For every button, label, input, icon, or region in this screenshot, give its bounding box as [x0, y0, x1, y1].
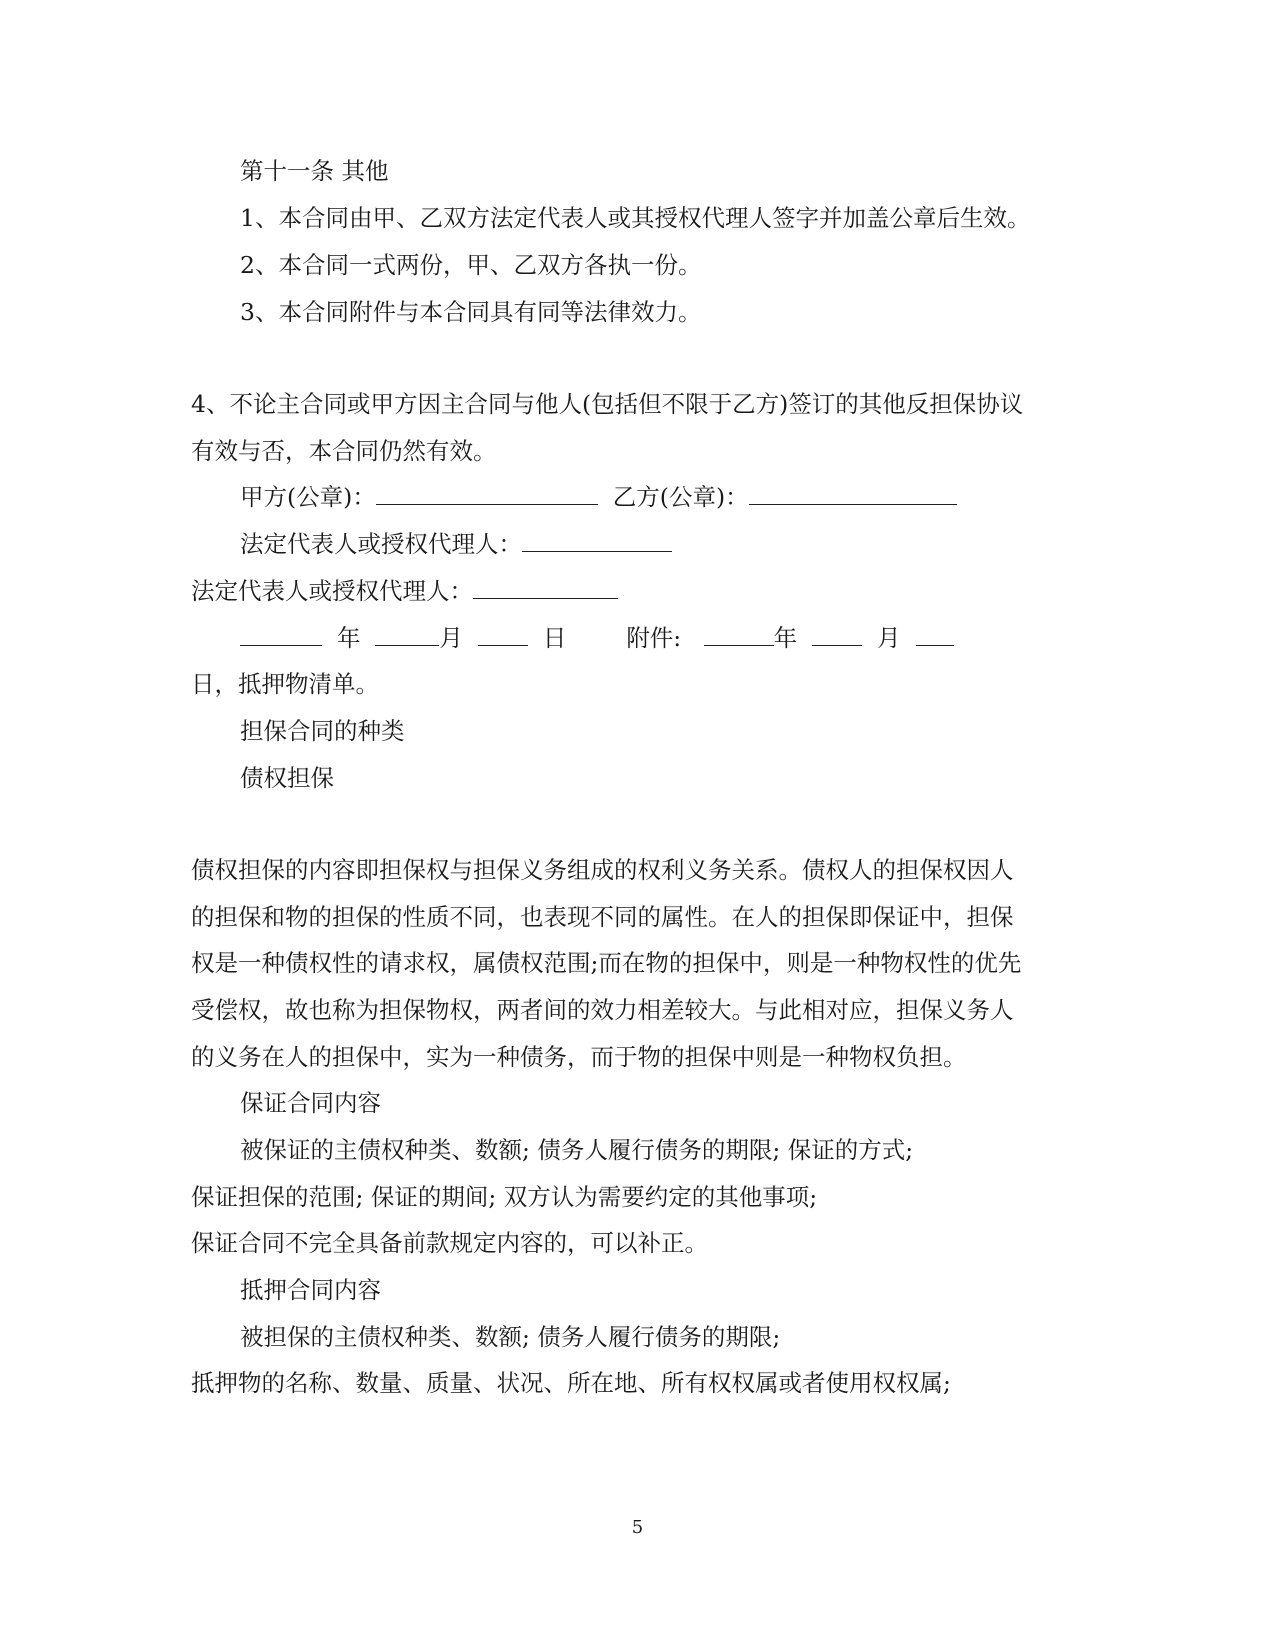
guarantee-item-3: 保证合同不完全具备前款规定内容的，可以补正。	[191, 1229, 708, 1257]
month-label: 月	[439, 624, 463, 652]
representative-a-label: 法定代表人或授权代理人：	[240, 530, 522, 558]
representative-a-blank	[522, 529, 672, 552]
month-blank	[375, 623, 439, 646]
representative-b-label: 法定代表人或授权代理人：	[191, 577, 473, 605]
attachment-day-blank	[916, 623, 954, 646]
section-heading-guarantee-contract: 保证合同内容	[240, 1089, 381, 1117]
paragraph-line-4: 受偿权，故也称为担保物权，两者间的效力相差较大。与此相对应，担保义务人	[191, 996, 1014, 1024]
section-heading-types: 担保合同的种类	[240, 717, 405, 745]
signature-parties-line	[240, 482, 957, 512]
attachment-month-label: 月	[877, 624, 901, 652]
day-label: 日	[542, 624, 567, 652]
representative-b-line	[191, 576, 618, 606]
section-heading-mortgage-contract: 抵押合同内容	[240, 1276, 381, 1304]
attachment-year-blank	[704, 623, 774, 646]
section-heading-creditor-guarantee: 债权担保	[240, 764, 334, 792]
clause-4-line-2: 有效与否，本合同仍然有效。	[191, 437, 497, 465]
attachment-continuation: 日，抵押物清单。	[191, 670, 379, 698]
representative-a-line	[240, 529, 672, 559]
clause-4-line-1: 4、不论主合同或甲方因主合同与他人(包括但不限于乙方)签订的其他反担保协议	[191, 390, 1024, 418]
page-number: 5	[631, 1517, 644, 1538]
clause-3: 3、本合同附件与本合同具有同等法律效力。	[240, 298, 702, 326]
guarantee-item-2: 保证担保的范围; 保证的期间; 双方认为需要约定的其他事项;	[191, 1183, 818, 1211]
party-b-label: 乙方(公章)：	[612, 483, 749, 511]
guarantee-item-1: 被保证的主债权种类、数额; 债务人履行债务的期限; 保证的方式;	[240, 1136, 914, 1164]
clause-2: 2、本合同一式两份，甲、乙双方各执一份。	[240, 251, 702, 279]
paragraph-line-5: 的义务在人的担保中，实为一种债务，而于物的担保中则是一种物权负担。	[191, 1043, 967, 1071]
day-blank	[478, 623, 528, 646]
article-heading: 第十一条 其他	[240, 157, 389, 185]
paragraph-line-2: 的担保和物的担保的性质不同，也表现不同的属性。在人的担保即保证中，担保	[191, 903, 1014, 931]
date-line	[240, 623, 954, 653]
party-a-blank	[376, 482, 598, 505]
representative-b-blank	[473, 576, 618, 599]
year-blank	[240, 623, 322, 646]
paragraph-line-1: 债权担保的内容即担保权与担保义务组成的权利义务关系。债权人的担保权因人	[191, 856, 1014, 884]
attachment-year-label: 年	[773, 624, 798, 652]
paragraph-line-3: 权是一种债权性的请求权，属债权范围;而在物的担保中，则是一种物权性的优先	[191, 949, 1022, 977]
year-label: 年	[336, 624, 361, 652]
mortgage-item-2: 抵押物的名称、数量、质量、状况、所在地、所有权权属或者使用权权属;	[191, 1369, 951, 1397]
attachment-label: 附件:	[626, 624, 682, 652]
attachment-month-blank	[812, 623, 862, 646]
mortgage-item-1: 被担保的主债权种类、数额; 债务人履行债务的期限;	[240, 1323, 781, 1351]
party-a-label: 甲方(公章)：	[240, 483, 376, 511]
clause-1: 1、本合同由甲、乙双方法定代表人或其授权代理人签字并加盖公章后生效。	[240, 204, 1031, 232]
party-b-blank	[749, 482, 957, 505]
